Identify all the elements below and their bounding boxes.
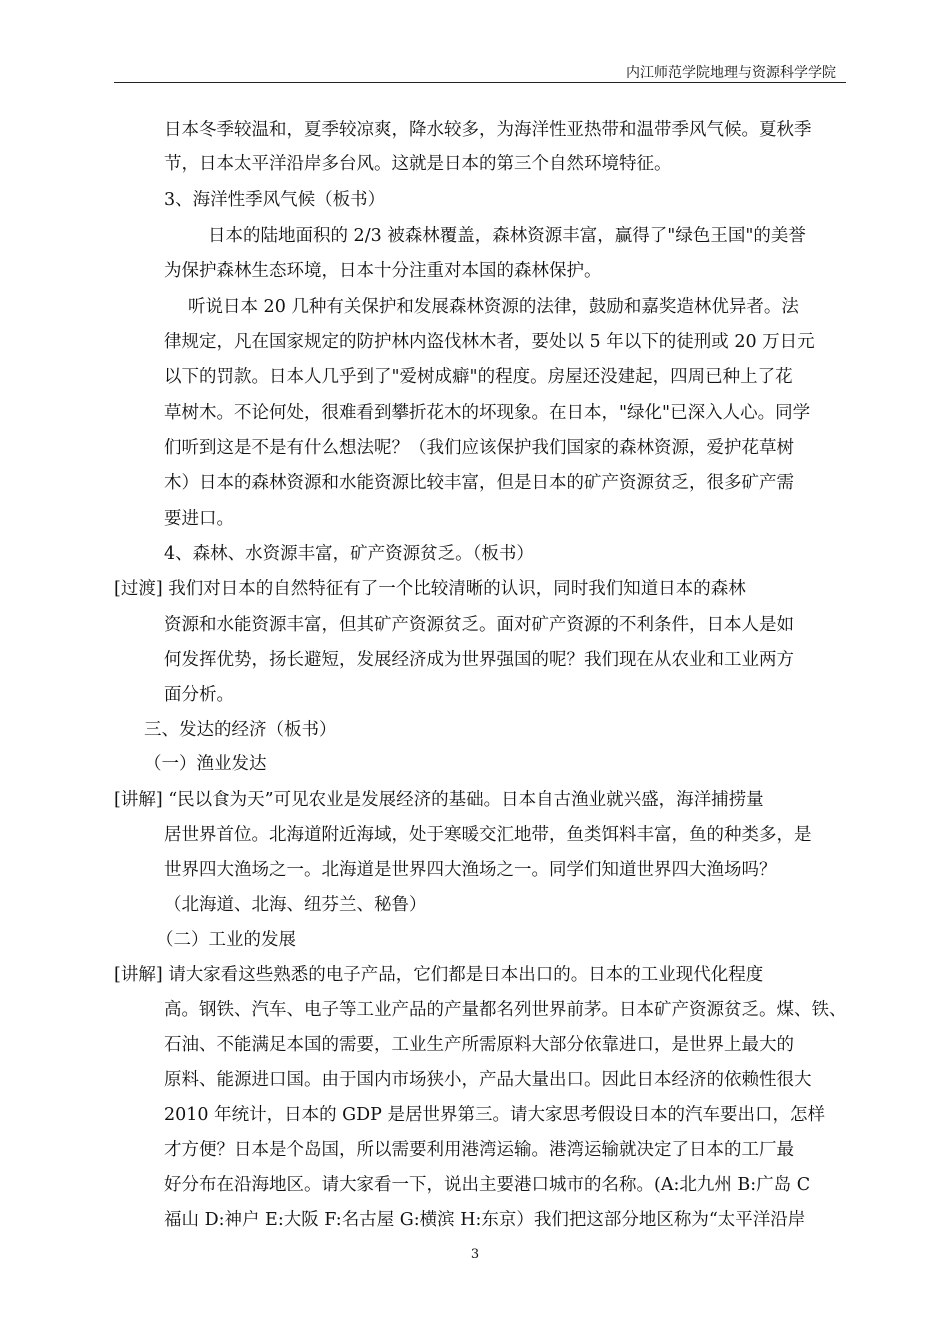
text-line: 日本冬季较温和，夏季较凉爽，降水较多，为海洋性亚热带和温带季风气候。夏秋季 [164,120,812,140]
text-line: 才方便？日本是个岛国，所以需要利用港湾运输。港湾运输就决定了日本的工厂最 [164,1140,794,1160]
text-line: 2010 年统计，日本的 GDP 是居世界第三。请大家思考假设日本的汽车要出口，怎样 [164,1105,826,1125]
text-line: 三、发达的经济（板书） [144,720,337,740]
text-line: 3、海洋性季风气候（板书） [164,190,386,210]
text-line: 福山 D:神户 E:大阪 F:名古屋 G:横滨 H:东京）我们把这部分地区称为“太平洋沿岸 [164,1210,806,1230]
text-line: （北海道、北海、纽芬兰、秘鲁） [164,895,427,915]
page-number: 3 [470,1247,480,1262]
text-line: 听说日本 20 几种有关保护和发展森林资源的法律，鼓励和嘉奖造林优异者。法 [188,297,799,317]
text-line: （一）渔业发达 [144,754,267,774]
text-line: 日本的陆地面积的 2/3 被森林覆盖，森林资源丰富，赢得了"绿色王国"的美誉 [208,226,806,246]
text-line: 4、森林、水资源丰富，矿产资源贫乏。（板书） [164,544,534,564]
text-line: 何发挥优势，扬长避短，发展经济成为世界强国的呢？我们现在从农业和工业两方 [164,650,794,670]
text-line: 木）日本的森林资源和水能资源比较丰富，但是日本的矿产资源贫乏，很多矿产需 [164,473,794,493]
text-line: 面分析。 [164,685,234,705]
header-text: 内江师范学院地理与资源科学学院 [626,65,836,81]
text-line: 草树木。不论何处，很难看到攀折花木的坏现象。在日本，"绿化"已深入人心。同学 [164,403,811,423]
text-line: [讲解] “民以食为天”可见农业是发展经济的基础。日本自古渔业就兴盛，海洋捕捞量 [114,790,764,810]
text-line: 原料、能源进口国。由于国内市场狭小，产品大量出口。因此日本经济的依赖性很大 [164,1070,812,1090]
text-line: 居世界首位。北海道附近海域，处于寒暖交汇地带，鱼类饵料丰富，鱼的种类多，是 [164,825,812,845]
text-line: 为保护森林生态环境，日本十分注重对本国的森林保护。 [164,261,602,281]
text-line: （二）工业的发展 [156,930,296,950]
text-line: 好分布在沿海地区。请大家看一下，说出主要港口城市的名称。(A:北九州 B:广岛 C [164,1175,811,1195]
text-line: [讲解] 请大家看这些熟悉的电子产品，它们都是日本出口的。日本的工业现代化程度 [114,965,764,985]
text-line: 石油、不能满足本国的需要，工业生产所需原料大部分依靠进口，是世界上最大的 [164,1035,794,1055]
text-line: 世界四大渔场之一。北海道是世界四大渔场之一。同学们知道世界四大渔场吗？ [164,860,777,880]
text-line: 们听到这是不是有什么想法呢？（我们应该保护我们国家的森林资源，爱护花草树 [164,438,794,458]
page-header [114,62,846,83]
text-line: 律规定，凡在国家规定的防护林内盗伐林木者，要处以 5 年以下的徒刑或 20 万日元 [164,332,815,352]
text-line: 高。钢铁、汽车、电子等工业产品的产量都名列世界前茅。日本矿产资源贫乏。煤、铁、 [164,1000,847,1020]
text-line: 资源和水能资源丰富，但其矿产资源贫乏。面对矿产资源的不利条件，日本人是如 [164,615,794,635]
text-line: 以下的罚款。日本人几乎到了"爱树成癖"的程度。房屋还没建起，四周已种上了花 [164,367,793,387]
text-line: 节，日本太平洋沿岸多台风。这就是日本的第三个自然环境特征。 [164,154,672,174]
text-line: 要进口。 [164,509,234,529]
text-line: [过渡] 我们对日本的自然特征有了一个比较清晰的认识，同时我们知道日本的森林 [114,579,746,599]
